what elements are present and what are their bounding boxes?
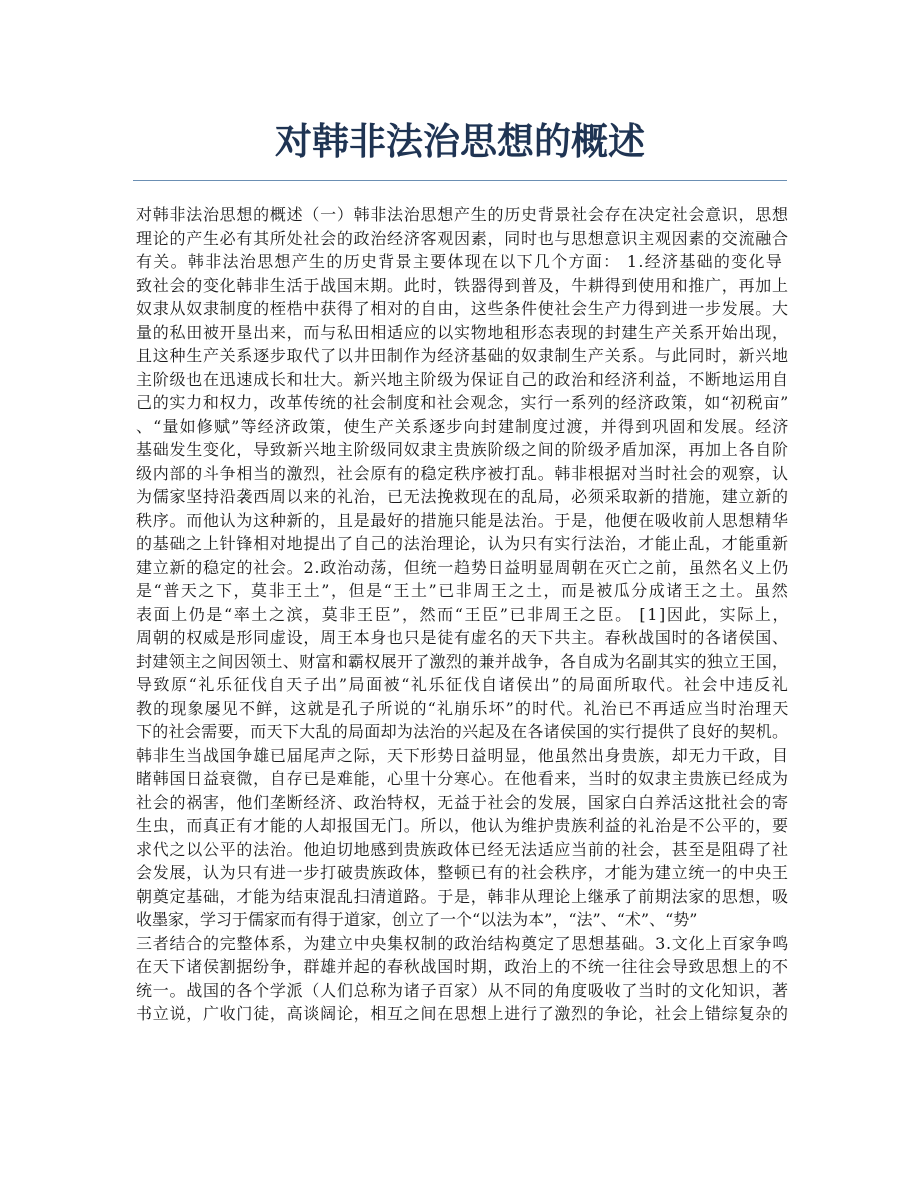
text-line: 表面上仍是“率土之滨，莫非王臣”，然而“王臣”已非周王之臣。 [1]因此，实际上， <box>136 604 791 624</box>
text-line: 建立新的稳定的社会。2.政治动荡，但统一趋势日益明显周朝在灭亡之前，虽然名义上仍 <box>136 557 790 577</box>
text-line: 对韩非法治思想的概述（一）韩非法治思想产生的历史背景社会存在决定社会意识，思想 <box>136 205 789 224</box>
text-line: 生虫，而真正有才能的人却报国无门。所以，他认为维护贵族利益的礼治是不公平的，要 <box>136 816 789 835</box>
text-line: 收墨家，学习于儒家而有得于道家，创立了一个“以法为本”，“法”、“术”、“势” <box>136 910 698 929</box>
text-line: 基础发生变化，导致新兴地主阶级同奴隶主贵族阶级之间的阶级矛盾加深，再加上各自阶 <box>136 440 789 459</box>
text-line: 三者结合的完整体系，为建立中央集权制的政治结构奠定了思想基础。3.文化上百家争鸣 <box>136 933 790 953</box>
text-line: 己的实力和权力，改革传统的社会制度和社会观念，实行一系列的经济政策，如“初税亩” <box>136 393 790 412</box>
document-title: 对韩非法治思想的概述 <box>275 120 645 163</box>
body-paragraph <box>136 203 791 1026</box>
text-line: 周朝的权威是形同虚设，周王本身也只是徒有虚名的天下共主。春秋战国时的各诸侯国、 <box>136 628 789 647</box>
text-line: 教的现象屡见不鲜，这就是孔子所说的“礼崩乐坏”的时代。礼治已不再适应当时治理天 <box>136 698 790 718</box>
text-line: 、“量如修赋”等经济政策，使生产关系逐步向封建制度过渡，并得到巩固和发展。经济 <box>136 416 790 436</box>
text-line: 理论的产生必有其所处社会的政治经济客观因素，同时也与思想意识主观因素的交流融合 <box>136 228 789 248</box>
text-line: 韩非生当战国争雄已届尾声之际，天下形势日益明显，他虽然出身贵族，却无力干政，目 <box>136 745 789 765</box>
text-line: 朝奠定基础，才能为结束混乱扫清道路。于是，韩非从理论上继承了前期法家的思想，吸 <box>136 886 789 906</box>
text-line: 统一。战国的各个学派（人们总称为诸子百家）从不同的角度吸收了当时的文化知识，著 <box>136 980 789 1000</box>
text-line: 睹韩国日益衰微，自存已是难能，心里十分寒心。在他看来，当时的奴隶主贵族已经成为 <box>136 769 789 788</box>
text-line: 是“普天之下，莫非王土”，但是“王土”已非周王之土，而是被瓜分成诸王之土。虽然 <box>136 581 790 600</box>
text-line: 为儒家坚持沿袭西周以来的礼治，已无法挽救现在的乱局，必须采取新的措施，建立新的 <box>136 487 789 506</box>
text-line: 主阶级也在迅速成长和壮大。新兴地主阶级为保证自己的政治和经济利益，不断地运用自 <box>136 369 789 389</box>
text-line: 有关。韩非法治思想产生的历史背景主要体现在以下几个方面： 1.经济基础的变化导 <box>136 252 784 271</box>
text-line: 的基础之上针锋相对地提出了自己的法治理论，认为只有实行法治，才能止乱，才能重新 <box>136 534 789 553</box>
text-line: 奴隶从奴隶制度的桎梏中获得了相对的自由，这些条件使社会生产力得到进一步发展。大 <box>136 299 789 318</box>
text-line: 封建领主之间因领土、财富和霸权展开了激烈的兼并战争，各自成为名副其实的独立王国， <box>136 651 789 671</box>
title-divider <box>133 180 787 181</box>
text-line: 导致原“礼乐征伐自天子出”局面被“礼乐征伐自诸侯出”的局面所取代。社会中违反礼 <box>136 675 790 694</box>
text-line: 会发展，认为只有进一步打破贵族政体，整顿已有的社会秩序，才能为建立统一的中央王 <box>136 863 789 882</box>
text-line: 下的社会需要，而天下大乱的局面却为法治的兴起及在各诸侯国的实行提供了良好的契机。 <box>136 722 789 741</box>
text-line: 书立说，广收门徒，高谈阔论，相互之间在思想上进行了激烈的争论，社会上错综复杂的 <box>136 1004 789 1023</box>
text-line: 求代之以公平的法治。他迫切地感到贵族政体已经无法适应当前的社会，甚至是阻碍了社 <box>136 839 789 859</box>
text-line: 且这种生产关系逐步取代了以井田制作为经济基础的奴隶制生产关系。与此同时，新兴地 <box>136 346 789 365</box>
text-line: 秩序。而他认为这种新的，且是最好的措施只能是法治。于是，他便在吸收前人思想精华 <box>136 510 789 530</box>
text-line: 级内部的斗争相当的激烈，社会原有的稳定秩序被打乱。韩非根据对当时社会的观察，认 <box>136 463 789 483</box>
text-line: 社会的祸害，他们垄断经济、政治特权，无益于社会的发展，国家白白养活这批社会的寄 <box>136 792 789 812</box>
text-line: 量的私田被开垦出来，而与私田相适应的以实物地租形态表现的封建生产关系开始出现， <box>136 322 789 342</box>
text-line: 致社会的变化韩非生活于战国末期。此时，铁器得到普及，牛耕得到使用和推广，再加上 <box>136 275 789 295</box>
text-line: 在天下诸侯割据纷争，群雄并起的春秋战国时期，政治上的不统一往往会导致思想上的不 <box>136 957 789 976</box>
